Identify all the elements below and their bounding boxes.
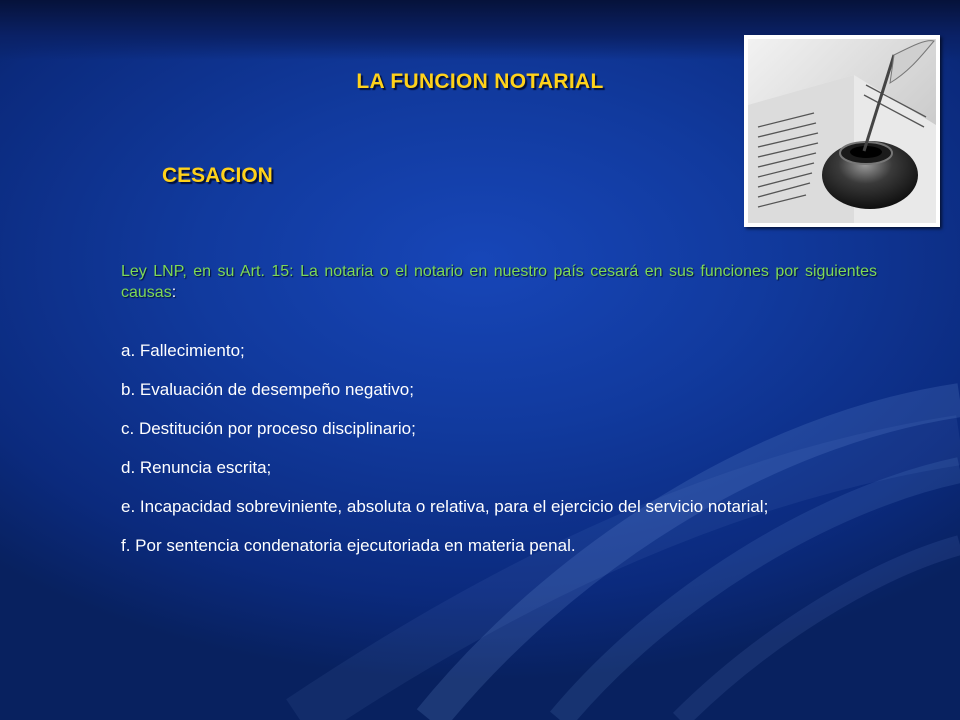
cause-item: f. Por sentencia condenatoria ejecutoriada en materia penal.: [121, 536, 576, 555]
causes-list: [121, 340, 877, 574]
law-article-intro: [121, 261, 877, 303]
intro-colon: :: [171, 284, 177, 301]
slide-subtitle: CESACION: [162, 164, 273, 187]
slide-title: LA FUNCION NOTARIAL: [356, 70, 604, 93]
cause-item: d. Renuncia escrita;: [121, 458, 272, 477]
cause-item: a. Fallecimiento;: [121, 341, 245, 360]
quill-and-inkwell-icon: [744, 35, 940, 227]
cause-item: c. Destitución por proceso disciplinario;: [121, 419, 416, 438]
intro-text: Ley LNP, en su Art. 15: La notaria o el notario en nuestro país cesará en sus funciones por siguientes causas: [121, 263, 877, 301]
cause-item: b. Evaluación de desempeño negativo;: [121, 380, 414, 399]
cause-item: e. Incapacidad sobreviniente, absoluta o relativa, para el ejercicio del servicio notarial;: [121, 497, 769, 516]
